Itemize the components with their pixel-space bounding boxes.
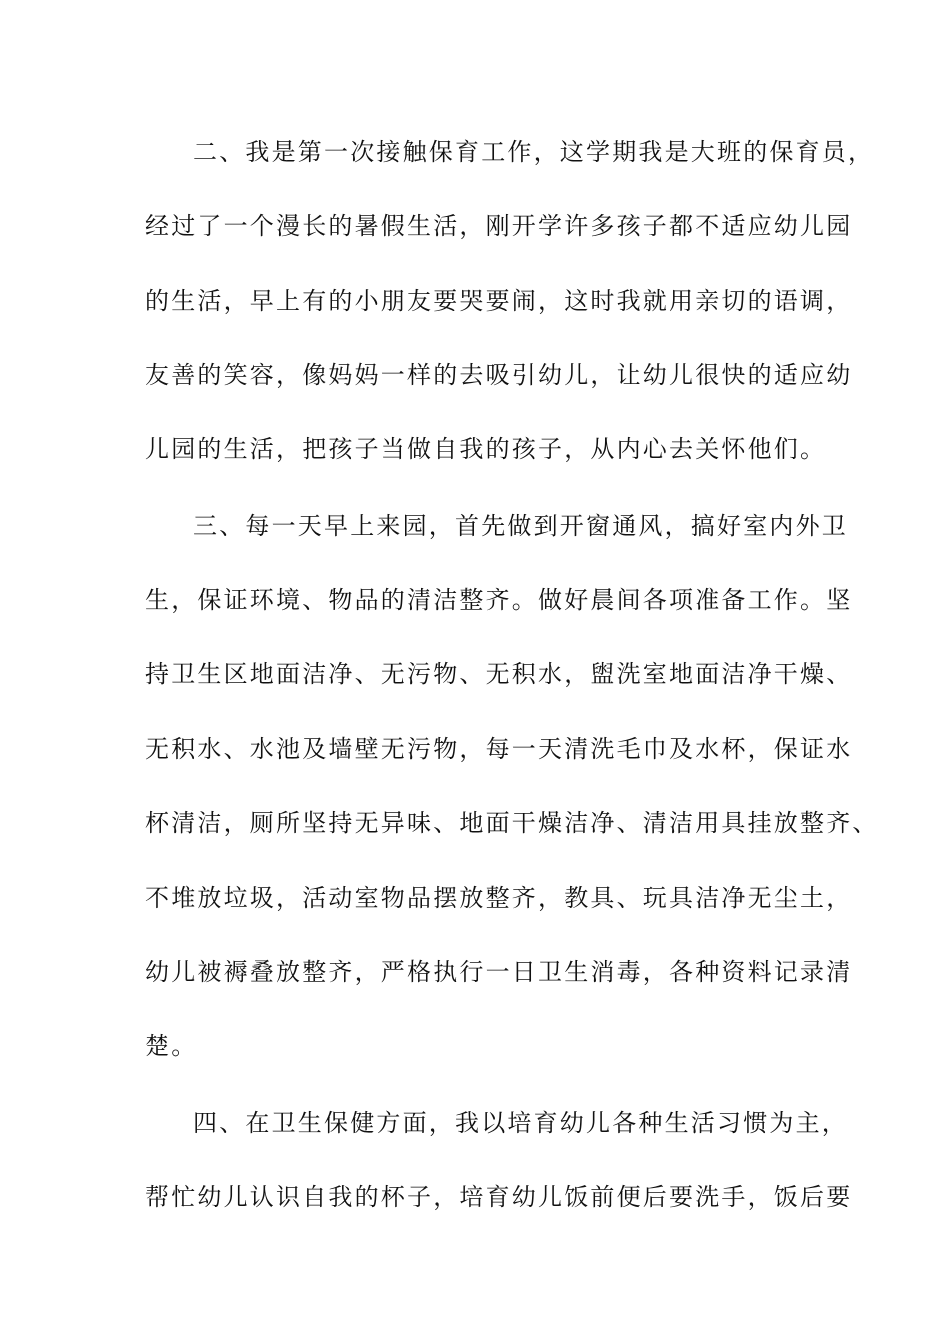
paragraph-2-line-5: 儿园的生活，把孩子当做自我的孩子，从内心去关怀他们。 [145,435,827,463]
paragraph-3-line-8: 楚。 [145,1032,198,1060]
paragraph-4-line-2: 帮忙幼儿认识自我的杯子，培育幼儿饭前便后要洗手，饭后要 [145,1183,853,1211]
paragraph-3-line-7: 幼儿被褥叠放整齐，严格执行一日卫生消毒，各种资料记录清 [145,958,853,986]
paragraph-3-line-2: 生，保证环境、物品的清洁整齐。做好晨间各项准备工作。坚 [145,586,853,614]
paragraph-2-line-1: 二、我是第一次接触保育工作，这学期我是大班的保育员， [193,138,875,166]
paragraph-3-line-6: 不堆放垃圾，活动室物品摆放整齐，教具、玩具洁净无尘土， [145,884,853,912]
paragraph-3-line-4: 无积水、水池及墙壁无污物，每一天清洗毛巾及水杯，保证水 [145,735,853,763]
paragraph-2-line-3: 的生活，早上有的小朋友要哭要闹，这时我就用亲切的语调， [145,287,853,315]
paragraph-4-line-1: 四、在卫生保健方面，我以培育幼儿各种生活习惯为主， [193,1109,848,1137]
paragraph-3-line-3: 持卫生区地面洁净、无污物、无积水，盥洗室地面洁净干燥、 [145,660,853,688]
paragraph-2-line-2: 经过了一个漫长的暑假生活，刚开学许多孩子都不适应幼儿园 [145,212,853,240]
paragraph-3-line-5: 杯清洁，厕所坚持无异味、地面干燥洁净、清洁用具挂放整齐、 [145,809,879,837]
paragraph-2-line-4: 友善的笑容，像妈妈一样的去吸引幼儿，让幼儿很快的适应幼 [145,361,853,389]
paragraph-3-line-1: 三、每一天早上来园，首先做到开窗通风，搞好室内外卫 [193,512,848,540]
